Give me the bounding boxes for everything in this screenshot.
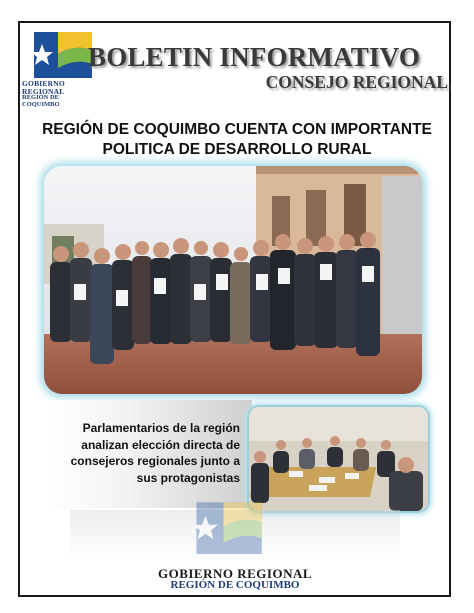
group-photo-icon [44, 166, 422, 394]
main-headline [28, 120, 446, 160]
newsletter-title: BOLETIN INFORMATIVO [88, 42, 421, 72]
headline-line2: POLITICA DE DESARROLLO RURAL [102, 141, 372, 158]
footer-logo-line2: REGIÓN DE COQUIMBO [170, 579, 300, 591]
story2-caption [54, 420, 240, 486]
story2-line1: Parlamentarios de la región [82, 421, 240, 435]
group-photo [44, 166, 422, 394]
headline-line1: REGIÓN DE COQUIMBO CUENTA CON IMPORTANTE [42, 121, 432, 138]
story2-line4: sus protagonistas [136, 470, 240, 485]
meeting-photo [247, 405, 430, 513]
top-logo-line1: GOBIERNO REGIONAL [22, 79, 65, 96]
footer-logo [150, 567, 320, 591]
footer-logo-line1: GOBIERNO REGIONAL [157, 566, 313, 581]
story2-line3: consejeros regionales junto a [70, 454, 240, 468]
top-logo-line2: REGIÓN DE COQUIMBO [22, 94, 60, 108]
watermark-logo-icon [188, 500, 268, 572]
newsletter-subtitle: CONSEJO REGIONAL [265, 72, 448, 92]
top-logo-caption [22, 80, 98, 108]
story2-line2: analizan elección directa de [81, 437, 240, 452]
meeting-photo-icon [249, 407, 428, 511]
